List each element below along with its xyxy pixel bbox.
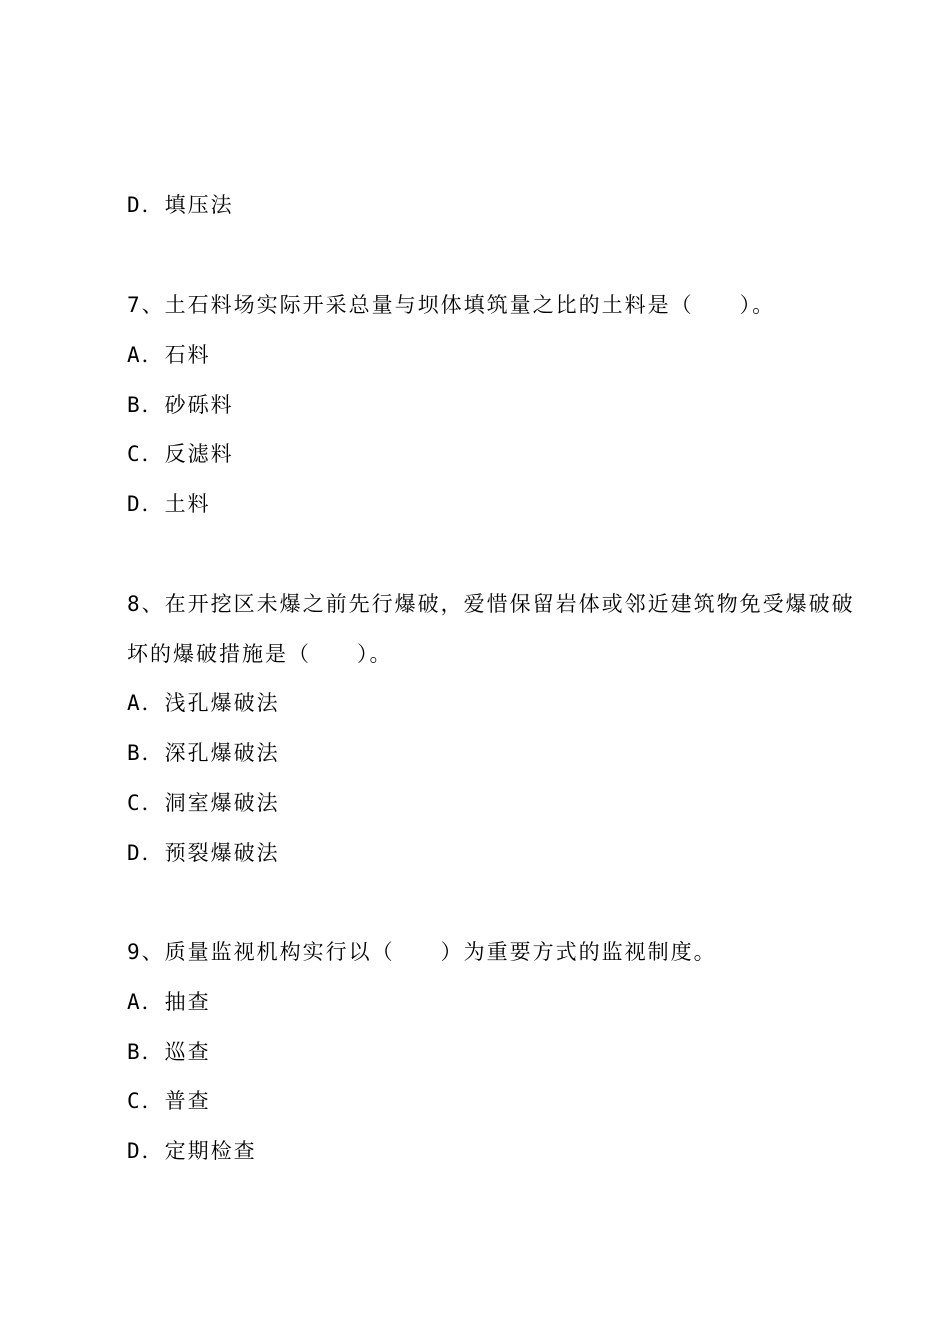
q7-option-a: A．石料: [127, 343, 211, 367]
q9-option-d: D．定期检查: [127, 1139, 257, 1163]
q9-stem: 9、质量监视机构实行以（ ）为重要方式的监视制度。: [127, 940, 717, 964]
q8-option-a: A．浅孔爆破法: [127, 691, 280, 715]
q9-option-c: C．普查: [127, 1089, 211, 1113]
q7-option-b: B．砂砾料: [127, 393, 234, 417]
q7-option-c: C．反滤料: [127, 442, 234, 466]
q6-option-d: D．填压法: [127, 193, 234, 217]
q8-option-b: B．深孔爆破法: [127, 741, 280, 765]
q9-option-b: B．巡查: [127, 1040, 211, 1064]
q8-stem-line-1: 8、在开挖区未爆之前先行爆破，爱惜保留岩体或邻近建筑物免受爆破破: [127, 592, 855, 616]
q8-option-c: C．洞室爆破法: [127, 791, 280, 815]
q7-stem: 7、土石料场实际开采总量与坝体填筑量之比的土料是（ ）。: [127, 293, 776, 317]
q7-option-d: D．土料: [127, 492, 211, 516]
q8-option-d: D．预裂爆破法: [127, 841, 280, 865]
q9-option-a: A．抽查: [127, 990, 211, 1014]
q8-stem-line-2: 坏的爆破措施是（ ）。: [127, 642, 393, 666]
